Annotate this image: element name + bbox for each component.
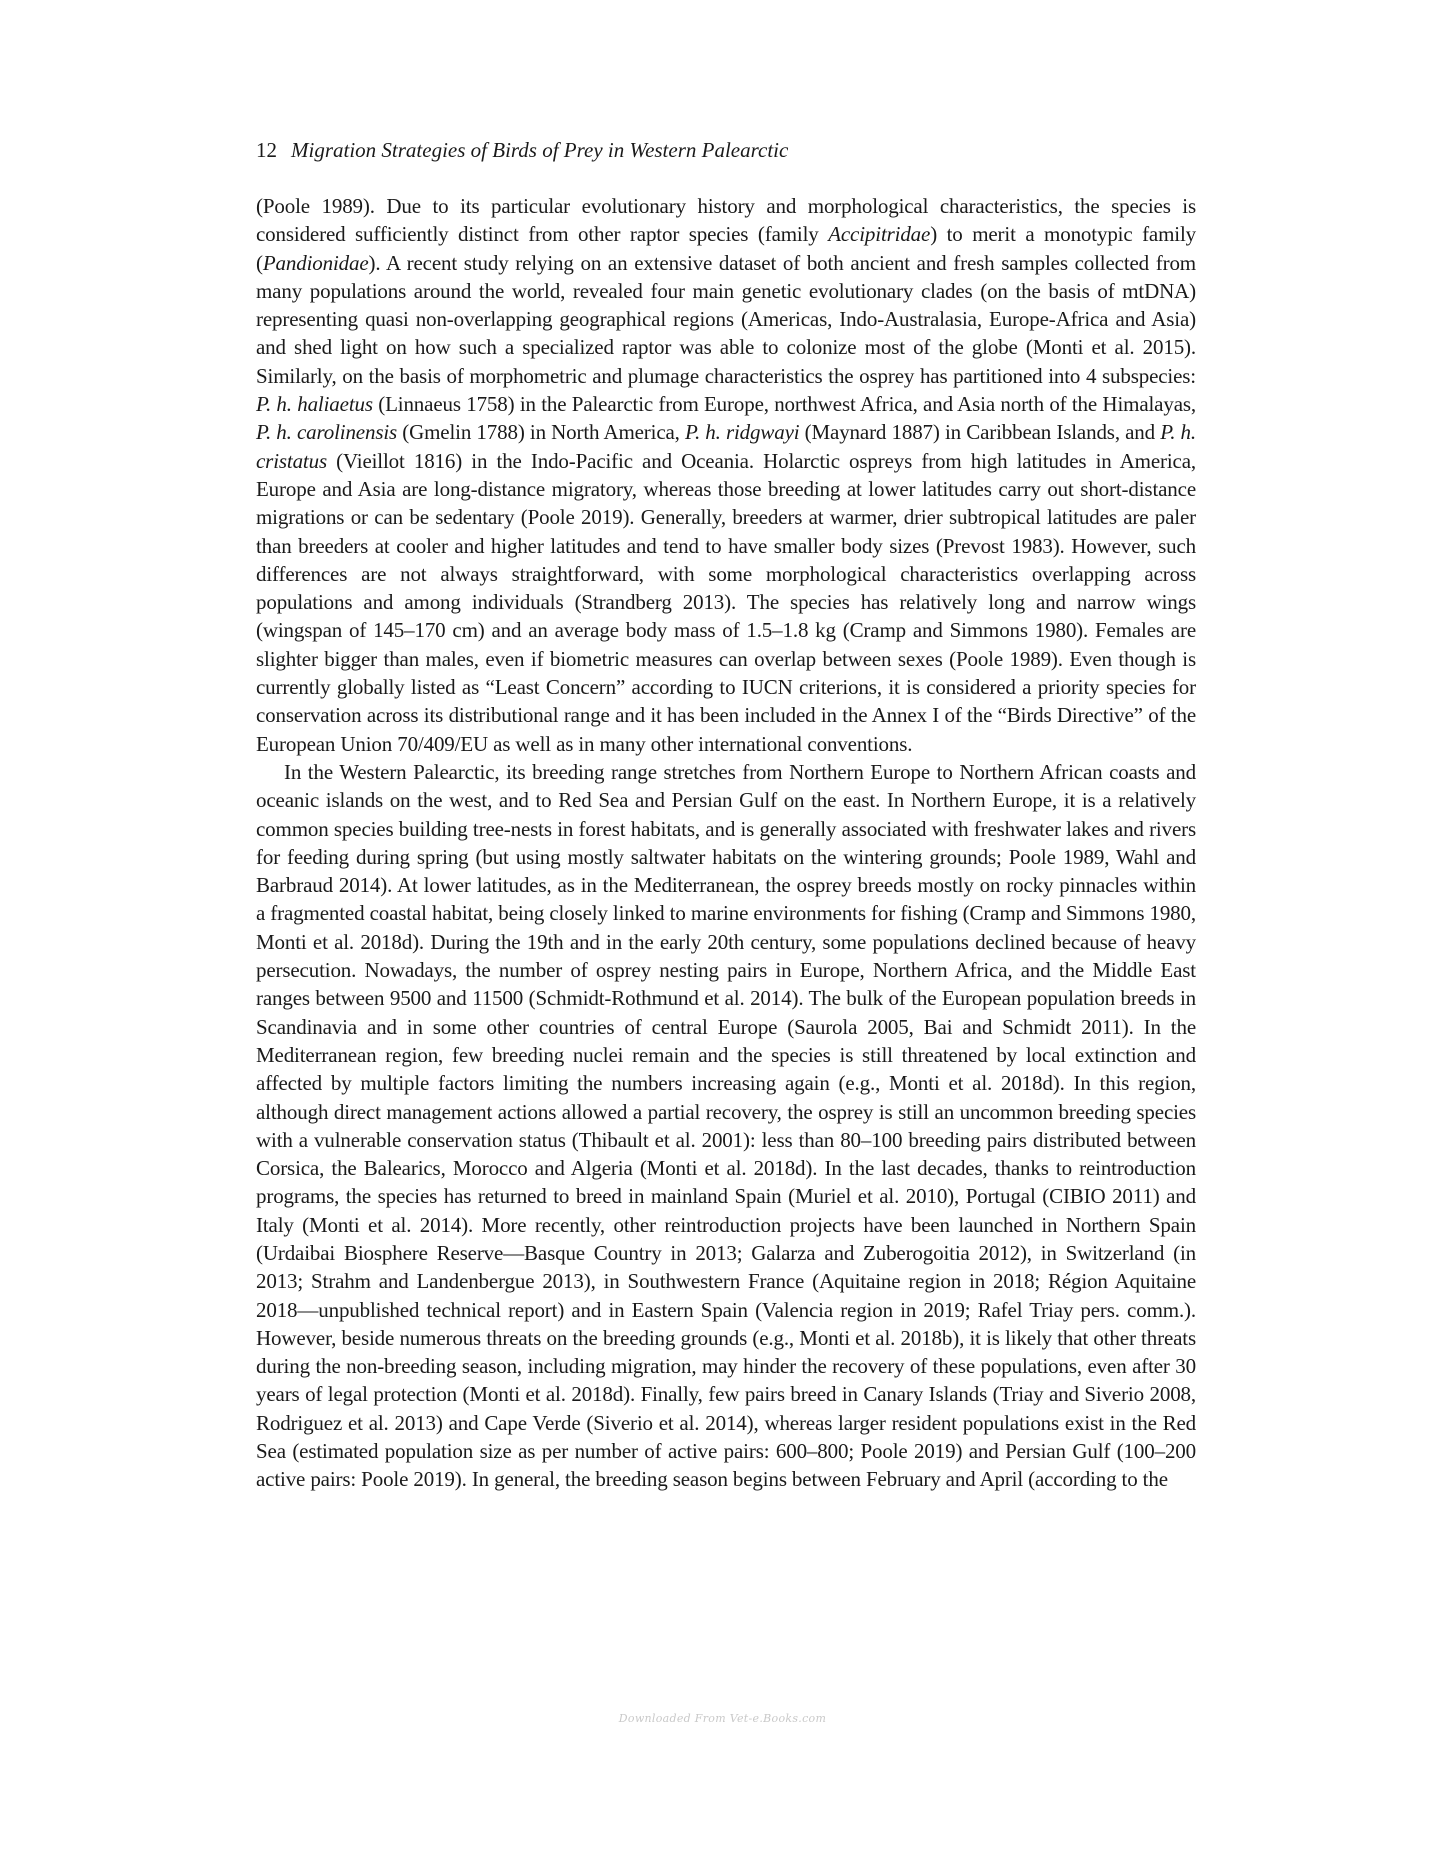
- paragraph: [256, 192, 1196, 758]
- download-watermark: Downloaded From Vet-e.Books.com: [618, 1712, 827, 1725]
- body-text: [256, 192, 1196, 1494]
- text-run: ). A recent study relying on an extensive dataset of both ancient and fresh samples collected from many populations around the world, revealed four main genetic evolutionary clades (on the basis of mtDNA) representing quasi non-overlapping geographical regions (Americas, Indo-Australasia, Europe-Africa and Asia) and shed light on how such a specialized raptor was able to colonize most of the globe (Monti et al. 2015). Similarly, on the basis of morphometric and plumage characteristics the osprey has partitioned into 4 subspecies:: [256, 250, 1196, 388]
- italic-term: Pandionidae: [262, 250, 369, 275]
- italic-term: P. h. ridgwayi: [685, 420, 800, 445]
- running-header: [256, 136, 1216, 164]
- running-title: Migration Strategies of Birds of Prey in Western Palearctic: [291, 138, 789, 162]
- page-number: 12: [256, 138, 277, 162]
- italic-term: P. h. haliaetus: [256, 392, 373, 417]
- text-run: (Maynard 1887) in Caribbean Islands, and: [799, 420, 1161, 445]
- italic-term: P. h. cristatus: [256, 420, 1196, 473]
- italic-term: Accipitridae: [828, 222, 931, 247]
- italic-term: P. h. carolinensis: [256, 420, 398, 445]
- paragraph: [256, 758, 1196, 1494]
- text-run: (Vieillot 1816) in the Indo-Pacific and Oceania. Holarctic ospreys from high latitudes in America, Europe and Asia are long-distance migratory, whereas those breeding at lower latitudes carry out short-distance migrations or can be sedentary (Poole 2019). Generally, breeders at warmer, drier subtropical latitudes are paler than breeders at cooler and higher latitudes and tend to have smaller body sizes (Prevost 1983). However, such differences are not always straightforward, with some morphological characteristics overlapping across populations and among individuals (Strandberg 2013). The species has relatively long and narrow wings (wingspan of 145–170 cm) and an average body mass of 1.5–1.8 kg (Cramp and Simmons 1980). Females are slighter bigger than males, even if biometric measures can overlap between sexes (Poole 1989). Even though is currently globally listed as “Least Concern” according to IUCN criterions, it is considered a priority species for conservation across its distributional range and it has been included in the Annex I of the “Birds Directive” of the European Union 70/409/EU as well as in many other international conventions.: [256, 448, 1196, 756]
- text-run: (Gmelin 1788) in North America,: [397, 420, 686, 445]
- text-run: ) to merit a monotypic family (: [256, 222, 1196, 275]
- text-run: (Poole 1989). Due to its particular evolutionary history and morphological characteristics, the species is considered sufficiently distinct from other raptor species (family: [256, 194, 1196, 247]
- text-run: (Linnaeus 1758) in the Palearctic from Europe, northwest Africa, and Asia north of the Himalayas,: [372, 392, 1196, 417]
- text-run: In the Western Palearctic, its breeding range stretches from Northern Europe to Northern African coasts and oceanic islands on the west, and to Red Sea and Persian Gulf on the east. In Northern Europe, it is a relatively common species building tree-nests in forest habitats, and is generally associated with freshwater lakes and rivers for feeding during spring (but using mostly saltwater habitats on the wintering grounds; Poole 1989, Wahl and Barbraud 2014). At lower latitudes, as in the Mediterranean, the osprey breeds mostly on rocky pinnacles within a fragmented coastal habitat, being closely linked to marine environments for fishing (Cramp and Simmons 1980, Monti et al. 2018d). During the 19th and in the early 20th century, some populations declined because of heavy persecution. Nowadays, the number of osprey nesting pairs in Europe, Northern Africa, and the Middle East ranges between 9500 and 11500 (Schmidt-Rothmund et al. 2014). The bulk of the European population breeds in Scandinavia and in some other countries of central Europe (Saurola 2005, Bai and Schmidt 2011). In the Mediterranean region, few breeding nuclei remain and the species is still threatened by local extinction and affected by multiple factors limiting the numbers increasing again (e.g., Monti et al. 2018d). In this region, although direct management actions allowed a partial recovery, the osprey is still an uncommon breeding species with a vulnerable conservation status (Thibault et al. 2001): less than 80–100 breeding pairs distributed between Corsica, the Balearics, Morocco and Algeria (Monti et al. 2018d). In the last decades, thanks to reintroduction programs, the species has returned to breed in mainland Spain (Muriel et al. 2010), Portugal (CIBIO 2011) and Italy (Monti et al. 2014). More recently, other reintroduction projects have been launched in Northern Spain (Urdaibai Biosphere Reserve—Basque Country in 2013; Galarza and Zuberogoitia 2012), in Switzerland (in 2013; Strahm and Landenbergue 2013), in Southwestern France (Aquitaine region in 2018; Région Aquitaine 2018—unpublished technical report) and in Eastern Spain (Valencia region in 2019; Rafel Triay pers. comm.). However, beside numerous threats on the breeding grounds (e.g., Monti et al. 2018b), it is likely that other threats during the non-breeding season, including migration, may hinder the recovery of these populations, even after 30 years of legal protection (Monti et al. 2018d). Finally, few pairs breed in Canary Islands (Triay and Siverio 2008, Rodriguez et al. 2013) and Cape Verde (Siverio et al. 2014), whereas larger resident populations exist in the Red Sea (estimated population size as per number of active pairs: 600–800; Poole 2019) and Persian Gulf (100–200 active pairs: Poole 2019). In general, the breeding season begins between February and April (according to the: [256, 759, 1196, 1492]
